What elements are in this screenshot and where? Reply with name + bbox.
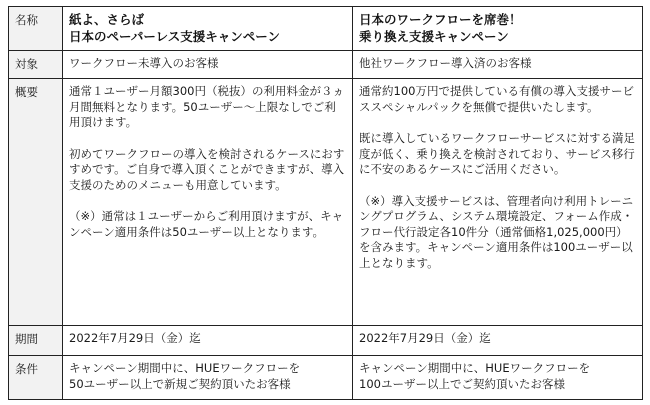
campaign-b-overview-para-2: 既に導入しているワークフローサービスに対する満足度が低く、乗り換えを検討されており、サービス移行に不安のあるケースにご活用ください。 <box>359 131 635 176</box>
campaign-a-overview-para-2: 初めてワークフローの導入を検討されるケースにおすすめです。ご自身で導入頂くことができますが、導入支援のためのメニューも用意しています。 <box>69 146 345 192</box>
campaign-a-title-cell <box>63 7 353 51</box>
campaign-b-conditions-line1: キャンペーン期間中に、HUEワークフローを <box>359 361 591 375</box>
conditions-row <box>9 356 643 400</box>
campaign-b-period: 2022年7月29日（金）迄 <box>359 331 491 345</box>
campaign-b-period-cell <box>353 326 643 356</box>
campaign-b-overview-cell <box>353 79 643 326</box>
campaign-b-target: 他社ワークフロー導入済のお客様 <box>359 56 532 70</box>
header-label-cell <box>9 7 63 51</box>
campaign-b-target-cell <box>353 51 643 79</box>
campaign-table <box>8 6 643 400</box>
campaign-b-title-line1: 日本のワークフローを席巻！ <box>359 12 522 27</box>
campaign-a-title-line1: 紙よ、さらば <box>69 12 145 27</box>
conditions-label-cell <box>9 356 63 400</box>
period-label: 期間 <box>15 332 38 346</box>
campaign-a-target-cell <box>63 51 353 79</box>
campaign-b-conditions-cell <box>353 356 643 400</box>
campaign-a-period-cell <box>63 326 353 356</box>
target-row <box>9 51 643 79</box>
target-label: 対象 <box>15 57 38 71</box>
campaign-a-overview-para-1: 通常１ユーザー月額300円（税抜）の利用料金が３ヵ月間無料となります。50ユーザー～上限なしでご利用頂けます。 <box>69 84 344 129</box>
period-label-cell <box>9 326 63 356</box>
campaign-b-title-line2: 乗り換え支援キャンペーン <box>359 29 509 44</box>
period-row <box>9 326 643 356</box>
header-label: 名称 <box>15 13 38 27</box>
campaign-a-period: 2022年7月29日（金）迄 <box>69 331 201 345</box>
overview-label: 概要 <box>15 85 38 99</box>
overview-row <box>9 79 643 326</box>
campaign-a-target: ワークフロー未導入のお客様 <box>69 56 219 70</box>
campaign-b-conditions-line2: 100ユーザー以上でご契約頂いたお客様 <box>359 376 565 391</box>
campaign-a-title-line2: 日本のペーパーレス支援キャンペーン <box>69 29 281 44</box>
campaign-b-title-cell <box>353 7 643 51</box>
campaign-a-overview-para-3: （※）通常は１ユーザーからご利用頂けますが、キャンペーン適用条件は50ユーザー以上となります。 <box>69 209 344 239</box>
campaign-b-overview-para-1: 通常約100万円で提供している有償の導入支援サービススペシャルパックを無償で提供いたします。 <box>359 84 634 114</box>
campaign-a-conditions-line1: キャンペーン期間中に、HUEワークフローを <box>69 361 301 375</box>
campaign-a-overview-cell <box>63 79 353 326</box>
campaign-b-overview-para-3: （※）導入支援サービスは、管理者向け利用トレーニングプログラム、システム環境設定、フォーム作成・フロー代行設定各10件分（通常価格1,025,000円）を含みます。キャンペーン適用条件は100ユーザー以上となります。 <box>359 193 634 270</box>
conditions-label: 条件 <box>15 362 38 376</box>
overview-label-cell <box>9 79 63 326</box>
target-label-cell <box>9 51 63 79</box>
campaign-a-conditions-line2: 50ユーザー以上で新規ご契約頂いたお客様 <box>69 376 291 391</box>
campaign-a-conditions-cell <box>63 356 353 400</box>
header-row <box>9 7 643 51</box>
